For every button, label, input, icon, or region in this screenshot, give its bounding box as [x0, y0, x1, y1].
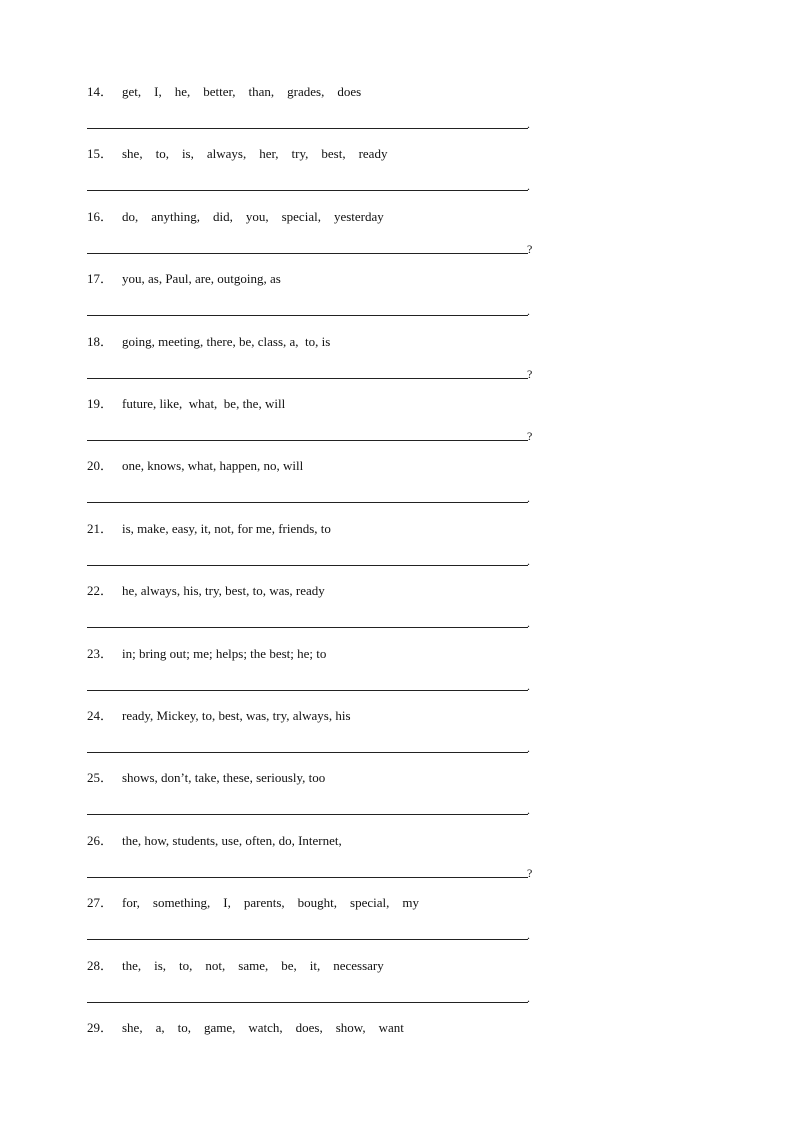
end-punctuation: .: [527, 553, 530, 568]
question-number: 26．: [87, 832, 114, 848]
word-list: do, anything, did, you, special, yesterday: [122, 208, 384, 224]
question-number: 29．: [87, 1020, 114, 1035]
word-list: shows, don’t, take, these, seriously, too: [122, 770, 326, 786]
question-number: 27．: [87, 895, 114, 911]
question-number: 15．: [87, 146, 114, 162]
end-punctuation: .: [527, 616, 530, 631]
question-item: [0, 209, 794, 271]
question-number: 20．: [87, 458, 114, 474]
end-punctuation: .: [527, 117, 530, 131]
question-item: [0, 770, 794, 832]
word-list: ready, Mickey, to, best, was, try, always, his: [122, 708, 351, 723]
word-list: you, as, Paul, are, outgoing, as: [122, 271, 281, 287]
end-punctuation: .: [527, 179, 530, 194]
answer-line[interactable]: [87, 565, 528, 566]
question-number: 16．: [87, 208, 114, 224]
end-punctuation: ?: [527, 241, 533, 256]
end-punctuation: .: [527, 678, 530, 693]
word-list: the, how, students, use, often, do, Internet,: [122, 832, 342, 848]
end-punctuation: ?: [527, 366, 533, 381]
answer-line[interactable]: [87, 690, 528, 691]
answer-line[interactable]: [87, 939, 528, 940]
question-number: 19．: [87, 396, 114, 411]
answer-line[interactable]: [87, 253, 528, 254]
question-item: [0, 646, 794, 708]
question-number: 23．: [87, 645, 114, 661]
question-item: [0, 1020, 794, 1082]
question-number: 24．: [87, 708, 114, 723]
answer-line[interactable]: [87, 877, 528, 878]
answer-line[interactable]: [87, 814, 528, 815]
question-item: [0, 84, 794, 146]
end-punctuation: .: [527, 741, 530, 755]
answer-line[interactable]: [87, 315, 528, 316]
question-item: [0, 334, 794, 396]
question-item: [0, 521, 794, 583]
word-list: the, is, to, not, same, be, it, necessary: [122, 957, 384, 973]
question-item: [0, 958, 794, 1020]
question-number: 28．: [87, 957, 114, 973]
end-punctuation: .: [527, 803, 530, 818]
end-punctuation: .: [527, 491, 530, 506]
word-list: for, something, I, parents, bought, special, my: [122, 895, 419, 911]
end-punctuation: ?: [527, 865, 533, 880]
word-list: get, I, he, better, than, grades, does: [122, 84, 362, 99]
answer-line[interactable]: [87, 378, 528, 379]
word-list: going, meeting, there, be, class, a, to, is: [122, 333, 331, 349]
end-punctuation: ?: [527, 429, 533, 443]
answer-line[interactable]: [87, 627, 528, 628]
question-item: [0, 895, 794, 957]
question-number: 25．: [87, 770, 114, 786]
answer-line[interactable]: [87, 440, 528, 441]
question-number: 14．: [87, 84, 114, 99]
answer-line[interactable]: [87, 190, 528, 191]
word-list: he, always, his, try, best, to, was, ready: [122, 583, 325, 599]
question-number: 18．: [87, 333, 114, 349]
word-list: future, like, what, be, the, will: [122, 396, 286, 411]
question-number: 17．: [87, 271, 114, 287]
question-item: [0, 146, 794, 208]
word-list: she, to, is, always, her, try, best, ready: [122, 146, 388, 162]
end-punctuation: .: [527, 928, 530, 943]
question-item: [0, 458, 794, 520]
question-number: 22．: [87, 583, 114, 599]
end-punctuation: .: [527, 304, 530, 319]
word-list: she, a, to, game, watch, does, show, want: [122, 1020, 404, 1035]
word-list: one, knows, what, happen, no, will: [122, 458, 304, 474]
answer-line[interactable]: [87, 502, 528, 503]
question-item: [0, 833, 794, 895]
word-list: in; bring out; me; helps; the best; he; to: [122, 645, 327, 661]
question-item: [0, 583, 794, 645]
word-list: is, make, easy, it, not, for me, friends, to: [122, 520, 331, 536]
question-item: [0, 708, 794, 770]
end-punctuation: .: [527, 990, 530, 1005]
question-item: [0, 271, 794, 333]
answer-line[interactable]: [87, 752, 528, 753]
answer-line[interactable]: [87, 128, 528, 129]
question-number: 21．: [87, 520, 114, 536]
question-item: [0, 396, 794, 458]
answer-line[interactable]: [87, 1002, 528, 1003]
